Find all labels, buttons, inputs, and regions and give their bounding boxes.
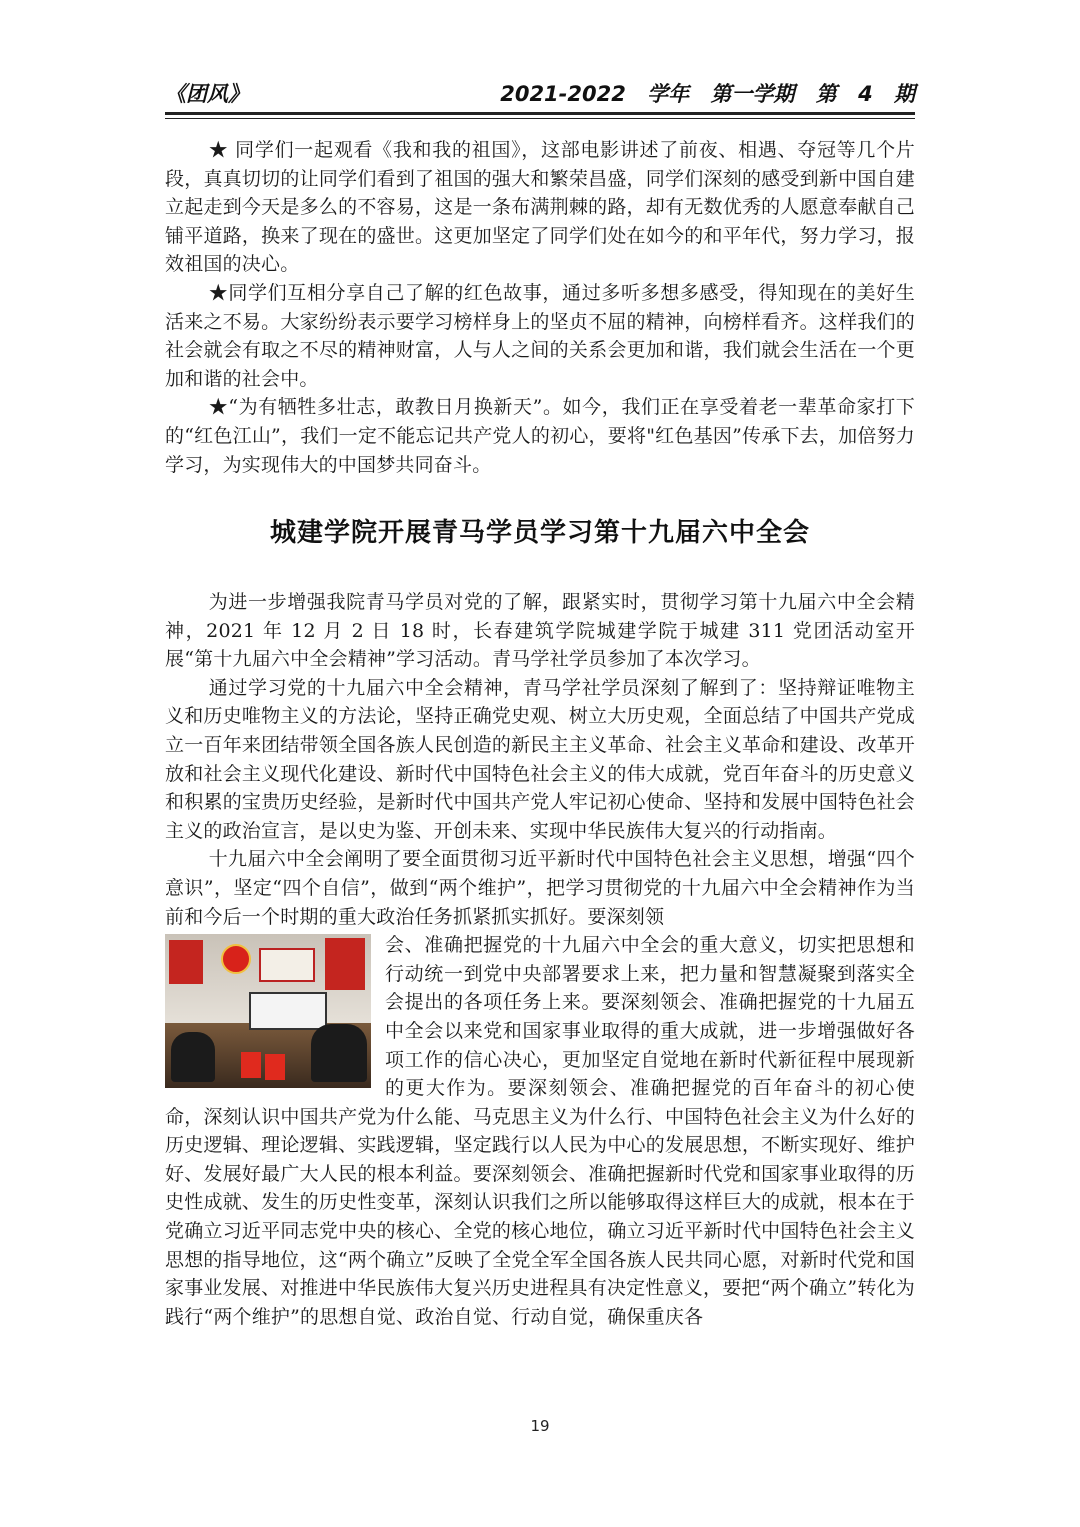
article-title: 城建学院开展青马学员学习第十九届六中全会 — [269, 518, 810, 548]
video-screen — [249, 992, 327, 1030]
paragraph: ★“为有牺牲多壮志，敢教日月换新天”。如今，我们正在享受着老一辈革命家打下的“红色江山”，我们一定不能忘记共产党人的初心，要将"红色基因”传承下去，加倍努力学习，为实现伟大的中国梦共同奋斗。 — [165, 396, 915, 476]
paragraph: ★同学们互相分享自己了解的红色故事，通过多听多想多感受，得知现在的美好生活来之不易。大家纷纷表示要学习榜样身上的坚贞不屈的精神，向榜样看齐。这样我们的社会就会有取之不尽的精神财富，人与人之间的关系会更加和谐，我们就会生活在一个更加和谐的社会中。 — [165, 281, 915, 390]
page-header — [165, 78, 915, 110]
paragraph: 会、准确把握党的十九届六中全会的重大意义，切实把思想和行动统一到党中央部署要求上来，把力量和智慧凝聚到落实全会提出的各项任务上来。要深刻领会、准确把握党的十九届五中全会以来党和国家事业取得的重大成就，进一步增强做好各项工作的信心决心，更加坚定自觉地在新时代新征程中展现新的更大作为。要深刻领会、准确把握党的百年奋斗的初心使命，深刻认识中国共产党为什么能、马克思主义为什么行、中国特色社会主义为什么好的历史逻辑、理论逻辑、实践逻辑，坚定践行以人民为中心的发展思想，不断实现好、维护好、发展好最广大人民的根本利益。要深刻领会、准确把握新时代党和国家事业取得的历史性成就、发生的历史性变革，深刻认识我们之所以能够取得这样巨大的成就，根本在于党确立习近平同志党中央的核心、全党的核心地位，确立习近平新时代中国特色社会主义思想的指导地位，这“两个确立”反映了全党全军全国各族人民共同心愿，对新时代党和国家事业发展、对推进中华民族伟大复兴历史进程具有决定性意义，要把“两个确立”转化为践行“两个维护”的思想自觉、政治自觉、行动自觉，确保重庆各 — [165, 934, 915, 1328]
meeting-photo — [165, 934, 371, 1088]
header-divider-thin — [165, 118, 915, 119]
party-emblem-icon — [221, 944, 251, 974]
paragraph: 通过学习党的十九届六中全会精神，青马学社学员深刻了解到了：坚持辩证唯物主义和历史唯物主义的方法论，坚持正确党史观、树立大历史观，全面总结了中国共产党成立一百年来团结带领全国各族人民创造的新民主主义革命、社会主义革命和建设、改革开放和社会主义现代化建设、新时代中国特色社会主义的伟大成就，党百年奋斗的历史意义和积累的宝贵历史经验，是新时代中国共产党人牢记初心使命、坚持和发展中国特色社会主义的政治宣言，是以史为鉴、开创未来、实现中华民族伟大复兴的行动指南。 — [165, 676, 915, 842]
journal-name: 《团风》 — [165, 82, 249, 106]
issue-info: 2021-2022 学年 第一学期 第 4 期 — [500, 82, 915, 106]
flag-icon — [241, 1052, 261, 1078]
article-body — [165, 588, 915, 1331]
header-divider — [165, 112, 915, 115]
flag-icon — [265, 1054, 285, 1080]
intro-section — [165, 136, 915, 479]
page-number: 19 — [530, 1417, 550, 1435]
paragraph: 为进一步增强我院青马学员对党的了解，跟紧实时，贯彻学习第十九届六中全会精神，2021 年 12 月 2 日 18 时，长春建筑学院城建学院于城建 311 党团活动室开展“第十九届六中全会精神”学习活动。青马学社学员参加了本次学习。 — [165, 591, 915, 671]
paragraph: ★ 同学们一起观看《我和我的祖国》，这部电影讲述了前夜、相遇、夺冠等几个片段，真真切切的让同学们看到了祖国的强大和繁荣昌盛，同学们深刻的感受到新中国自建立起走到今天是多么的不容易，这是一条布满荆棘的路，却有无数优秀的人愿意奉献自己铺平道路，换来了现在的盛世。这更加坚定了同学们处在如今的和平年代，努力学习，报效祖国的决心。 — [165, 139, 915, 276]
paragraph: 十九届六中全会阐明了要全面贯彻习近平新时代中国特色社会主义思想，增强“四个意识”，坚定“四个自信”，做到“两个维护”，把学习贯彻党的十九届六中全会精神作为当前和今后一个时期的重大政治任务抓紧抓实抓好。要深刻领 — [165, 848, 915, 928]
